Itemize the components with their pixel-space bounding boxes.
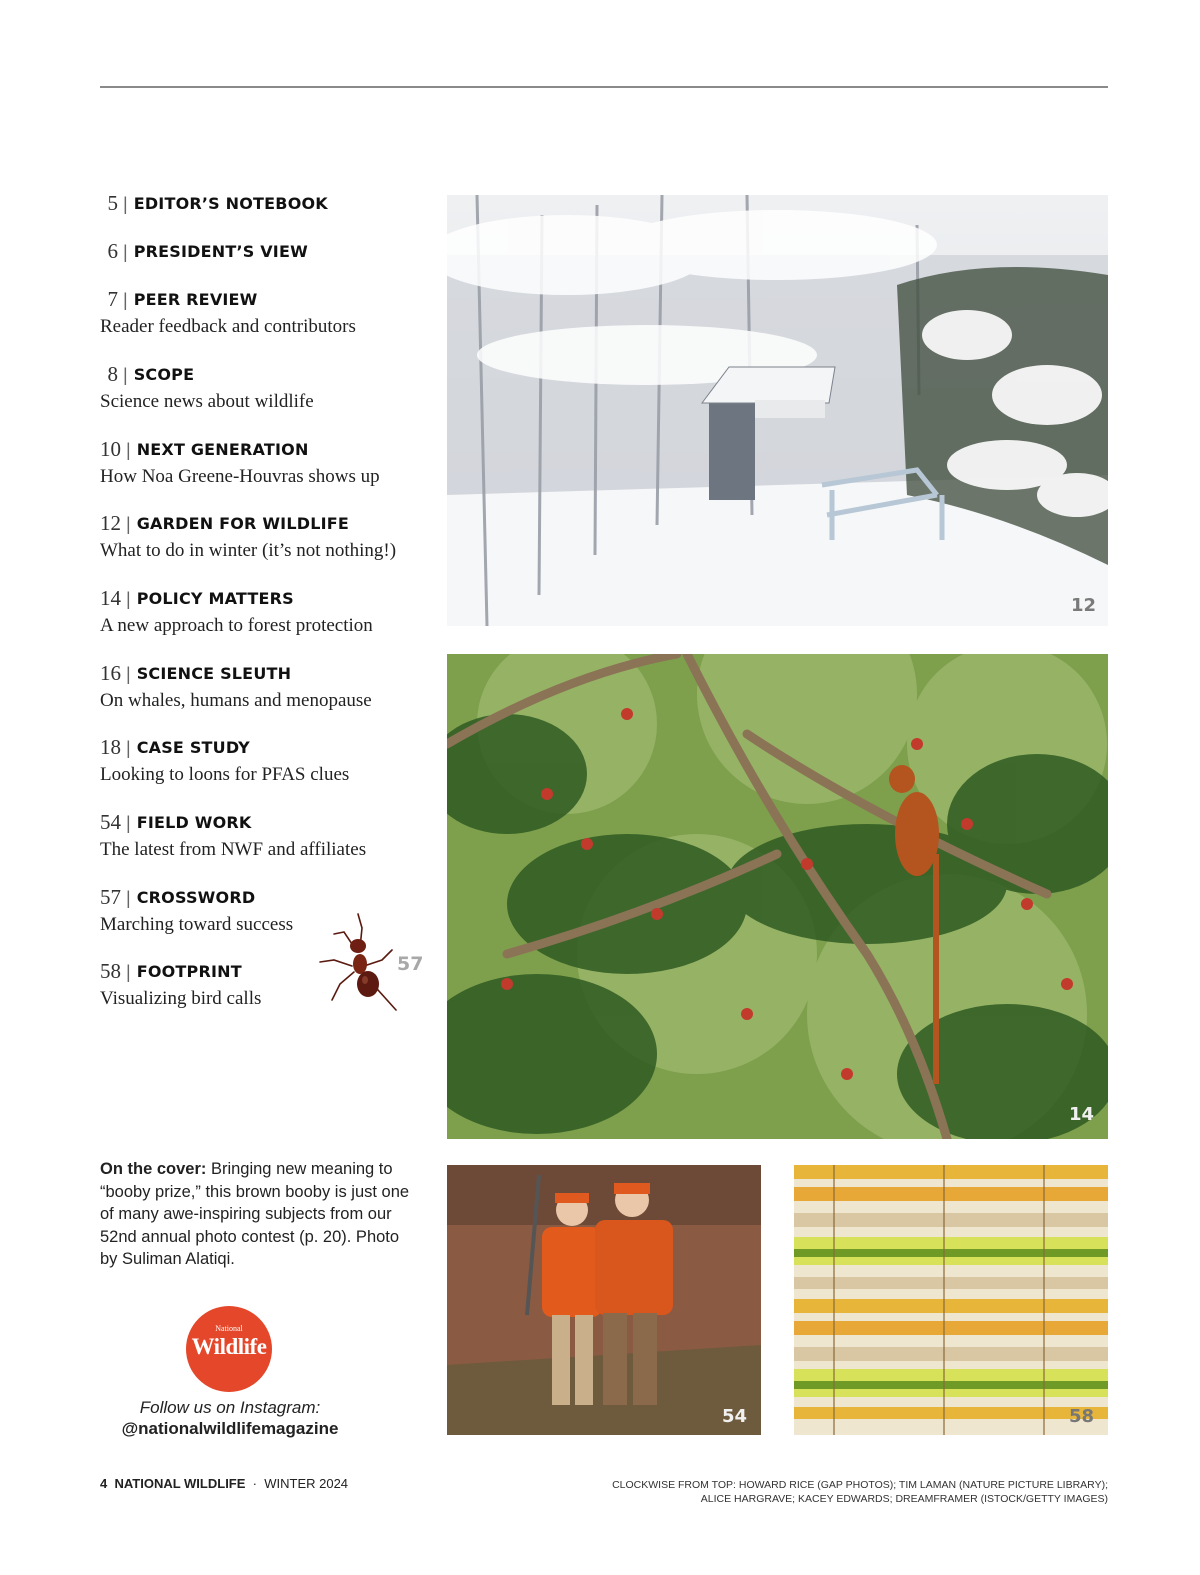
toc-item[interactable] xyxy=(100,238,430,265)
toc-separator: | xyxy=(123,242,128,262)
toc-page-number: 7 xyxy=(107,287,118,311)
toc-description: Visualizing bird calls xyxy=(100,988,262,1009)
toc-separator: | xyxy=(123,365,128,385)
spectrogram-illustration xyxy=(794,1165,1108,1435)
instagram-handle-link[interactable]: @nationalwildlifemagazine xyxy=(121,1419,339,1438)
logo-big-text: Wildlife xyxy=(191,1334,267,1359)
toc-separator: | xyxy=(126,440,131,460)
toc-description: Looking to loons for PFAS clues xyxy=(100,764,350,785)
toc-description: Science news about wildlife xyxy=(100,391,314,412)
toc-description: How Noa Greene-Houvras shows up xyxy=(100,466,380,487)
toc-title: GARDEN FOR WILDLIFE xyxy=(136,514,350,533)
footer-dot: · xyxy=(252,1476,257,1491)
toc-title: SCIENCE SLEUTH xyxy=(136,664,292,683)
toc-item[interactable] xyxy=(100,286,430,339)
winter-garden-photo xyxy=(447,195,1108,626)
toc-description: Reader feedback and contributors xyxy=(100,316,356,337)
hunters-photo-page-number: 54 xyxy=(721,1406,747,1427)
toc-page-number: 14 xyxy=(100,586,121,610)
toc-page-number: 58 xyxy=(100,959,121,983)
langur-illustration xyxy=(447,654,1108,1139)
toc-item[interactable] xyxy=(100,809,430,862)
page-footer xyxy=(100,1476,348,1491)
toc-page-number: 8 xyxy=(107,362,118,386)
toc-page-number: 57 xyxy=(100,885,121,909)
toc-title: FOOTPRINT xyxy=(136,962,242,981)
toc-description: What to do in winter (it’s not nothing!) xyxy=(100,540,397,561)
footer-issue: WINTER 2024 xyxy=(264,1476,349,1491)
footer-magazine-name: NATIONAL WILDLIFE xyxy=(114,1476,246,1491)
cover-text: Bringing new meaning to “booby prize,” this brown booby is just one of many awe-inspiring subjects from our 52nd annual photo contest (p. 20). Photo by Suliman Alatiqi. xyxy=(100,1160,410,1268)
spectrogram-photo-page-number: 58 xyxy=(1068,1406,1094,1427)
toc-separator: | xyxy=(126,664,131,684)
top-rule xyxy=(100,86,1108,88)
toc-item[interactable] xyxy=(100,436,430,489)
toc-title: PEER REVIEW xyxy=(133,290,258,309)
toc-title: CASE STUDY xyxy=(136,738,250,757)
toc-page-number: 6 xyxy=(107,239,118,263)
toc-title: EDITOR’S NOTEBOOK xyxy=(133,194,328,213)
toc-page-number: 16 xyxy=(100,661,121,685)
langur-photo xyxy=(447,654,1108,1139)
garden-photo-page-number: 12 xyxy=(1070,595,1096,616)
cover-label: On the cover: xyxy=(100,1160,207,1178)
toc-page-number: 18 xyxy=(100,735,121,759)
toc-title: NEXT GENERATION xyxy=(136,440,309,459)
toc-item[interactable] xyxy=(100,190,430,217)
logo-small-text: National xyxy=(215,1324,243,1333)
toc-page-number: 10 xyxy=(100,437,121,461)
winter-garden-illustration xyxy=(447,195,1108,626)
hunters-illustration xyxy=(447,1165,761,1435)
toc-title: PRESIDENT’S VIEW xyxy=(133,242,308,261)
toc-description: On whales, humans and menopause xyxy=(100,690,372,711)
toc-item[interactable] xyxy=(100,734,430,787)
toc-item[interactable] xyxy=(100,361,430,414)
toc-separator: | xyxy=(126,738,131,758)
footer-page-number: 4 xyxy=(100,1476,108,1491)
toc-separator: | xyxy=(123,194,128,214)
toc-separator: | xyxy=(126,589,131,609)
toc-item[interactable] xyxy=(100,660,430,713)
toc-description: Marching toward success xyxy=(100,914,294,935)
toc-separator: | xyxy=(126,514,131,534)
toc-description: A new approach to forest protection xyxy=(100,615,373,636)
hunters-photo xyxy=(447,1165,761,1435)
toc-description: The latest from NWF and affiliates xyxy=(100,839,367,860)
spectrogram-photo xyxy=(794,1165,1108,1435)
toc-separator: | xyxy=(126,813,131,833)
toc-title: FIELD WORK xyxy=(136,813,252,832)
toc-page-number: 12 xyxy=(100,511,121,535)
toc-title: POLICY MATTERS xyxy=(136,589,294,608)
cover-caption xyxy=(100,1158,420,1271)
toc-separator: | xyxy=(123,290,128,310)
toc-page-number: 5 xyxy=(107,191,118,215)
toc-item[interactable] xyxy=(100,585,430,638)
langur-photo-page-number: 14 xyxy=(1068,1104,1094,1125)
toc-item[interactable] xyxy=(100,510,430,563)
national-wildlife-logo[interactable] xyxy=(186,1306,272,1392)
photo-credits: CLOCKWISE FROM TOP: HOWARD RICE (GAP PHOTOS); TIM LAMAN (NATURE PICTURE LIBRARY); ALICE HARGRAVE; KACEY EDWARDS; DREAMFRAMER (ISTOCK/GETTY IMAGES) xyxy=(612,1479,1108,1505)
toc-page-number: 54 xyxy=(100,810,121,834)
ant-page-number: 57 xyxy=(397,953,424,975)
instagram-follow-text: Follow us on Instagram: xyxy=(139,1398,321,1417)
toc-title: CROSSWORD xyxy=(136,888,256,907)
toc-separator: | xyxy=(126,962,131,982)
toc-separator: | xyxy=(126,888,131,908)
ant-photo xyxy=(316,910,406,1020)
toc-title: SCOPE xyxy=(133,365,195,384)
